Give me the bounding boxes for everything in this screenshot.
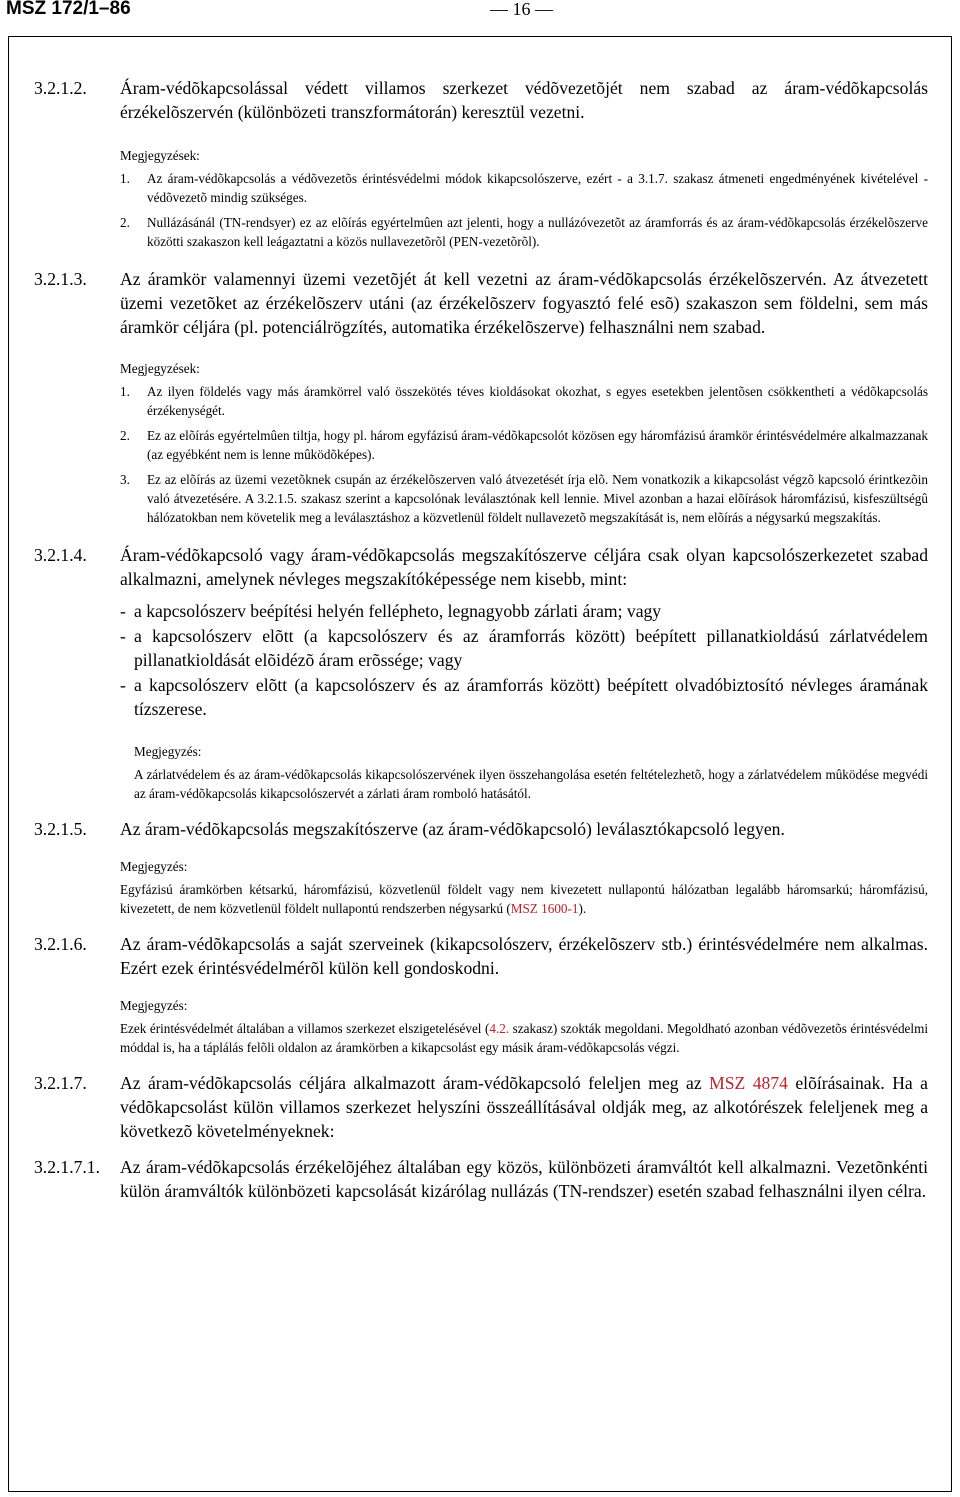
section-text: Áram-védõkapcsoló vagy áram-védõkapcsolás megszakítószerve céljára csak olyan kapcsolószerkezetet szabad alkalmazni, amelynek névleges megszakítóképessége nem kisebb, mint: (120, 545, 928, 589)
section-number: 3.2.1.5. (34, 819, 87, 839)
note-text: Az ilyen földelés vagy más áramkörrel való összekötés téves kioldásokat okozhat, s egyes esetekben jelentõsen csökkentheti a védõkapcsolás érzékenységét. (147, 384, 928, 418)
note-item (120, 213, 928, 251)
section-text: Az áram-védõkapcsolás a saját szerveinek (kikapcsolószerv, érzékelõszerv stb.) érintésvédelmére nem alkalmas. Ezért ezek érintésvédelmérõl külön kell gondoskodni. (120, 934, 928, 978)
note-number: 1. (120, 384, 130, 399)
notes-label: Megjegyzés: (134, 744, 202, 759)
section-3-2-1-5-notes (120, 857, 928, 918)
bullet-list (120, 599, 928, 721)
note-item (134, 765, 928, 803)
list-item (120, 624, 928, 672)
section-3-2-1-7-1 (34, 1155, 928, 1203)
section-text: Az áram-védõkapcsolás érzékelõjéhez általában egy közös, különbözeti áramváltót kell alkalmazni. Vezetõnkénti külön áramváltók különbözeti kapcsolását kizárólag nullázás (TN-rendszer) esetén szabad felhasználni ilyen célra. (120, 1157, 928, 1201)
note-number: 2. (120, 215, 130, 230)
section-3-2-1-5 (34, 817, 928, 841)
section-text: Az áram-védõkapcsolás megszakítószerve (az áram-védõkapcsoló) leválasztókapcsoló legyen. (120, 819, 785, 839)
note-item (120, 426, 928, 464)
section-3-2-1-7 (34, 1071, 928, 1143)
section-3-2-1-2-notes (120, 146, 928, 251)
bullet-text: a kapcsolószerv elõtt (a kapcsolószerv és az áramforrás között) beépített pillanatkioldású zárlatvédelem pillanatkioldását elõidézõ áram erõssége; vagy (134, 626, 928, 670)
note-number: 2. (120, 428, 130, 443)
note-text-part: ). (578, 901, 587, 916)
note-number: 1. (120, 171, 130, 186)
section-number: 3.2.1.7.1. (34, 1157, 100, 1177)
section-text-part: Az áram-védõkapcsolás céljára alkalmazott áram-védõkapcsoló feleljen meg az (120, 1073, 710, 1093)
note-text (120, 1019, 928, 1057)
note-text: Az áram-védõkapcsolás a védõvezetõs érintésvédelmi módok kikapcsolószerve, ezért - a 3.1.7. szakasz átmeneti engedményének kivételével - védõvezetõ mindig szükséges. (147, 171, 928, 205)
note-item (120, 880, 928, 918)
section-text (120, 1071, 928, 1143)
section-3-2-1-2 (34, 76, 928, 124)
note-text-part: szakasz) szokták megoldani. Megoldható azonban védõvezetõs érintésvédelmi móddal is, ha a táplálás felõli oldalon az áramkörben a kikapcsolást egy másik áram-védõkapcsolás végzi. (120, 1021, 928, 1055)
section-3-2-1-4 (34, 543, 928, 722)
note-item (120, 382, 928, 420)
note-text: A zárlatvédelem és az áram-védõkapcsolás kikapcsolószervének ilyen összehangolása esetén feltételezhetõ, hogy a zárlatvédelem mûködése megvédi az áram-védõkapcsolás kikapcsolószervét a zárlati áram romboló hatásától. (134, 767, 928, 801)
section-number: 3.2.1.2. (34, 78, 87, 98)
bullet-dash: - (120, 601, 126, 621)
note-text: Ez az elõírás egyértelmûen tiltja, hogy pl. három egyfázisú áram-védõkapcsolót közösen egy háromfázisú áramkör érintésvédelmére alkalmazzanak (az egyébként nem is lenne mûködõképes). (147, 428, 928, 462)
section-number: 3.2.1.4. (34, 545, 87, 565)
note-text-part: Ezek érintésvédelmét általában a villamos szerkezet elszigetelésével ( (120, 1021, 490, 1036)
section-3-2-1-3-notes (120, 359, 928, 527)
bullet-dash: - (120, 675, 126, 695)
document-id: MSZ 172/1–86 (6, 0, 131, 19)
section-3-2-1-3 (34, 267, 928, 339)
section-text-part: elõírásainak. Ha a védõkapcsolást külön villamos szerkezet helyszíni összeállításával oldják meg, az alkotórészek feleljenek meg a következõ követelményeknek: (120, 1073, 928, 1141)
section-text: Az áramkör valamennyi üzemi vezetõjét át kell vezetni az áram-védõkapcsolás érzékelõszervén. Az átvezetett üzemi vezetõket az érzékelõszerv utáni (az érzékelõszerv fogyasztó felé esõ) szakaszon sem földelni, sem más áramkör céljára (pl. potenciálrögzítés, automatika érzékelõszerve) felhasználni nem szabad. (120, 269, 928, 337)
section-number: 3.2.1.6. (34, 934, 87, 954)
notes-label: Megjegyzések: (120, 361, 200, 376)
section-text-block (120, 543, 928, 722)
standard-reference-link[interactable]: MSZ 1600-1 (510, 901, 579, 916)
section-number: 3.2.1.3. (34, 269, 87, 289)
section-reference-link[interactable]: 4.2. (489, 1021, 510, 1036)
note-text (120, 880, 928, 918)
section-3-2-1-6 (34, 932, 928, 980)
list-item (120, 673, 928, 721)
note-text: Nullázásánál (TN-rendsyer) ez az elõírás egyértelmûen azt jelenti, hogy a nullázóvezetõt az áramforrás és az áram-védõkapcsolás érzékelõszerve közötti szakaszon kell leágaztatni a közös nullavezetõrõl (PEN-vezetõrõl). (147, 215, 928, 249)
list-item (120, 599, 928, 623)
page-header (0, 0, 960, 22)
section-3-2-1-6-notes (120, 996, 928, 1057)
section-number: 3.2.1.7. (34, 1073, 87, 1093)
note-item (120, 1019, 928, 1057)
notes-label: Megjegyzés: (120, 998, 188, 1013)
bullet-text: a kapcsolószerv elõtt (a kapcsolószerv és az áramforrás között) beépített olvadóbiztosító névleges áramának tízszerese. (134, 675, 928, 719)
note-item (120, 169, 928, 207)
section-3-2-1-4-notes (134, 742, 928, 803)
document-body (34, 76, 928, 1203)
section-text: Áram-védõkapcsolással védett villamos szerkezet védõvezetõjét nem szabad az áram-védõkapcsolás érzékelõszervén (különbözeti transzformátorán) keresztül vezetni. (120, 78, 928, 122)
standard-reference-link[interactable]: MSZ 4874 (709, 1073, 788, 1093)
bullet-dash: - (120, 626, 126, 646)
notes-label: Megjegyzés: (120, 859, 188, 874)
note-number: 3. (120, 472, 130, 487)
note-text-part: Egyfázisú áramkörben kétsarkú, háromfázisú, közvetlenül földelt vagy nem kivezetett nullapontú hálózatban legalább háromsarkú; háromfázisú, kivezetett, de nem közvetlenül földelt nullapontú rendszerben négysarkú ( (120, 882, 928, 916)
note-item (120, 470, 928, 527)
page-number: — 16 — (490, 0, 553, 19)
bullet-text: a kapcsolószerv beépítési helyén fellépheto, legnagyobb zárlati áram; vagy (134, 601, 662, 621)
notes-label: Megjegyzések: (120, 148, 200, 163)
note-text: Ez az elõírás az üzemi vezetõknek csupán az érzékelõszerven való átvezetését írja elõ. Nem vonatkozik a kikapcsolást végzõ kapcsoló érintkezõin való átvezetésére. A 3.2.1.5. szakasz szerint a kapcsolónak leválasztónak kell lennie. Mivel azonban a hazai elõírások háromfázisú, kisfeszültségû hálózatokban nem követelik meg a leválasztáshoz a közvetlenül földelt nullavezetõ megszakítását is, nem elõírás a négysarkú megszakítás. (147, 472, 928, 525)
